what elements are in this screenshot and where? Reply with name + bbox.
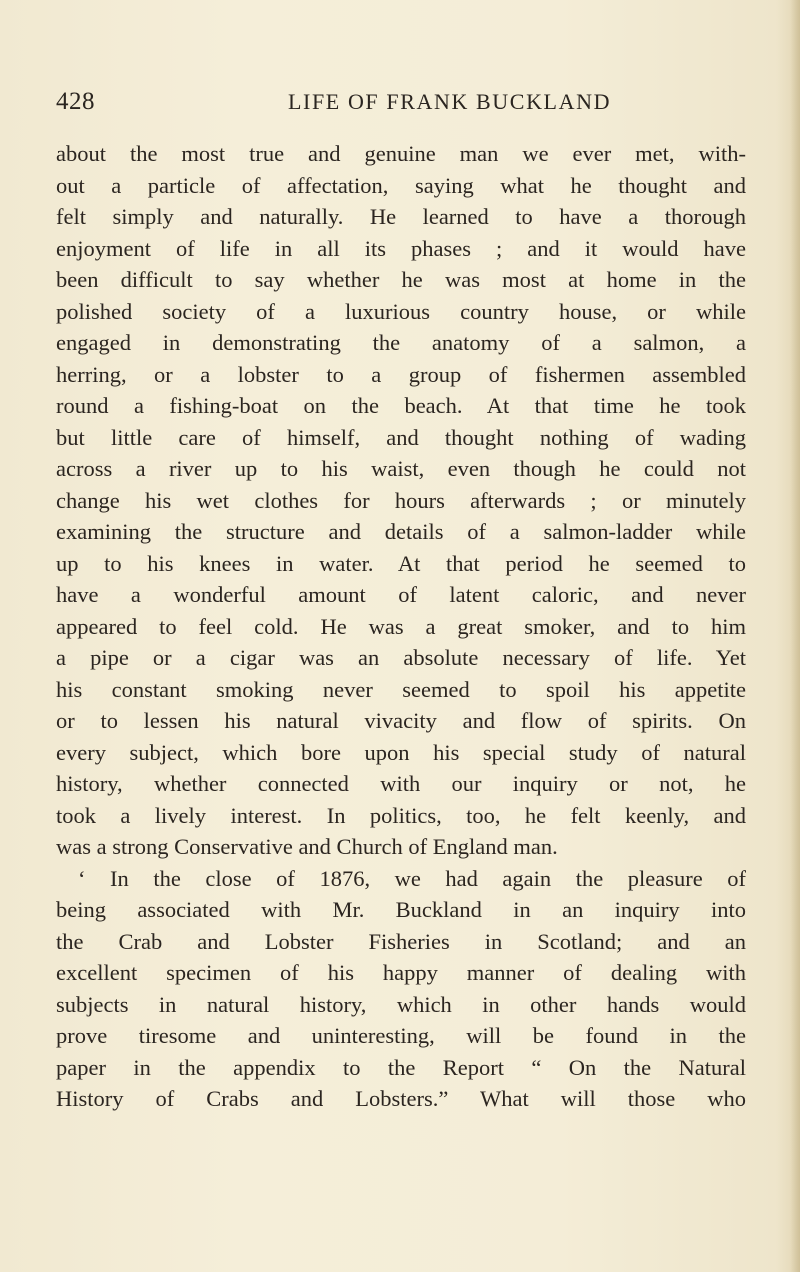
text-line: his constant smoking never seemed to spoil his appetite <box>56 676 746 702</box>
text-line: every subject, which bore upon his special study of natural <box>56 739 746 765</box>
text-line: polished society of a luxurious country house, or while <box>56 298 746 324</box>
text-line: History of Crabs and Lobsters.” What will those who <box>56 1086 746 1111</box>
text-line: a pipe or a cigar was an absolute necessary of life. Yet <box>56 645 746 670</box>
text-line: took a lively interest. In politics, too, he felt keenly, and <box>56 802 746 828</box>
text-line: have a wonderful amount of latent caloric, and never <box>56 582 746 607</box>
text-line: or to lessen his natural vivacity and flow of spirits. On <box>56 708 746 733</box>
text-line: but little care of himself, and thought nothing of wading <box>56 424 746 450</box>
text-line: being associated with Mr. Buckland in an inquiry into <box>56 897 746 922</box>
text-line: herring, or a lobster to a group of fishermen assembled <box>56 361 746 387</box>
page-edge-shadow <box>790 0 800 1272</box>
text-line: enjoyment of life in all its phases ; and it would have <box>56 235 746 261</box>
paragraph <box>56 138 746 863</box>
text-line: ‘ In the close of 1876, we had again the pleasure of <box>78 865 746 891</box>
text-line: change his wet clothes for hours afterwards ; or minutely <box>56 487 746 513</box>
text-line: subjects in natural history, which in other hands would <box>56 991 746 1017</box>
text-line: appeared to feel cold. He was a great smoker, and to him <box>56 613 746 639</box>
page-header <box>56 88 744 122</box>
text-line: felt simply and naturally. He learned to have a thorough <box>56 204 746 229</box>
text-line: was a strong Conservative and Church of England man. <box>56 834 558 859</box>
text-line: paper in the appendix to the Report “ On the Natural <box>56 1054 746 1080</box>
text-line: across a river up to his waist, even though he could not <box>56 456 746 481</box>
text-line: prove tiresome and uninteresting, will be found in the <box>56 1023 746 1048</box>
text-line: round a fishing-boat on the beach. At that time he took <box>56 393 746 418</box>
text-line: history, whether connected with our inquiry or not, he <box>56 771 746 796</box>
paragraph <box>56 863 746 1115</box>
text-line: excellent specimen of his happy manner of dealing with <box>56 960 746 985</box>
text-line: out a particle of affectation, saying what he thought and <box>56 172 746 198</box>
running-head: LIFE OF FRANK BUCKLAND <box>288 89 612 114</box>
text-line: engaged in demonstrating the anatomy of a salmon, a <box>56 330 746 355</box>
text-line: up to his knees in water. At that period he seemed to <box>56 550 746 576</box>
text-line: examining the structure and details of a salmon-ladder while <box>56 519 746 544</box>
text-line: been difficult to say whether he was most at home in the <box>56 267 746 292</box>
text-line: about the most true and genuine man we ever met, with- <box>56 141 746 166</box>
body-text <box>56 138 746 1115</box>
text-line: the Crab and Lobster Fisheries in Scotland; and an <box>56 928 746 954</box>
page-number: 428 <box>56 88 95 115</box>
